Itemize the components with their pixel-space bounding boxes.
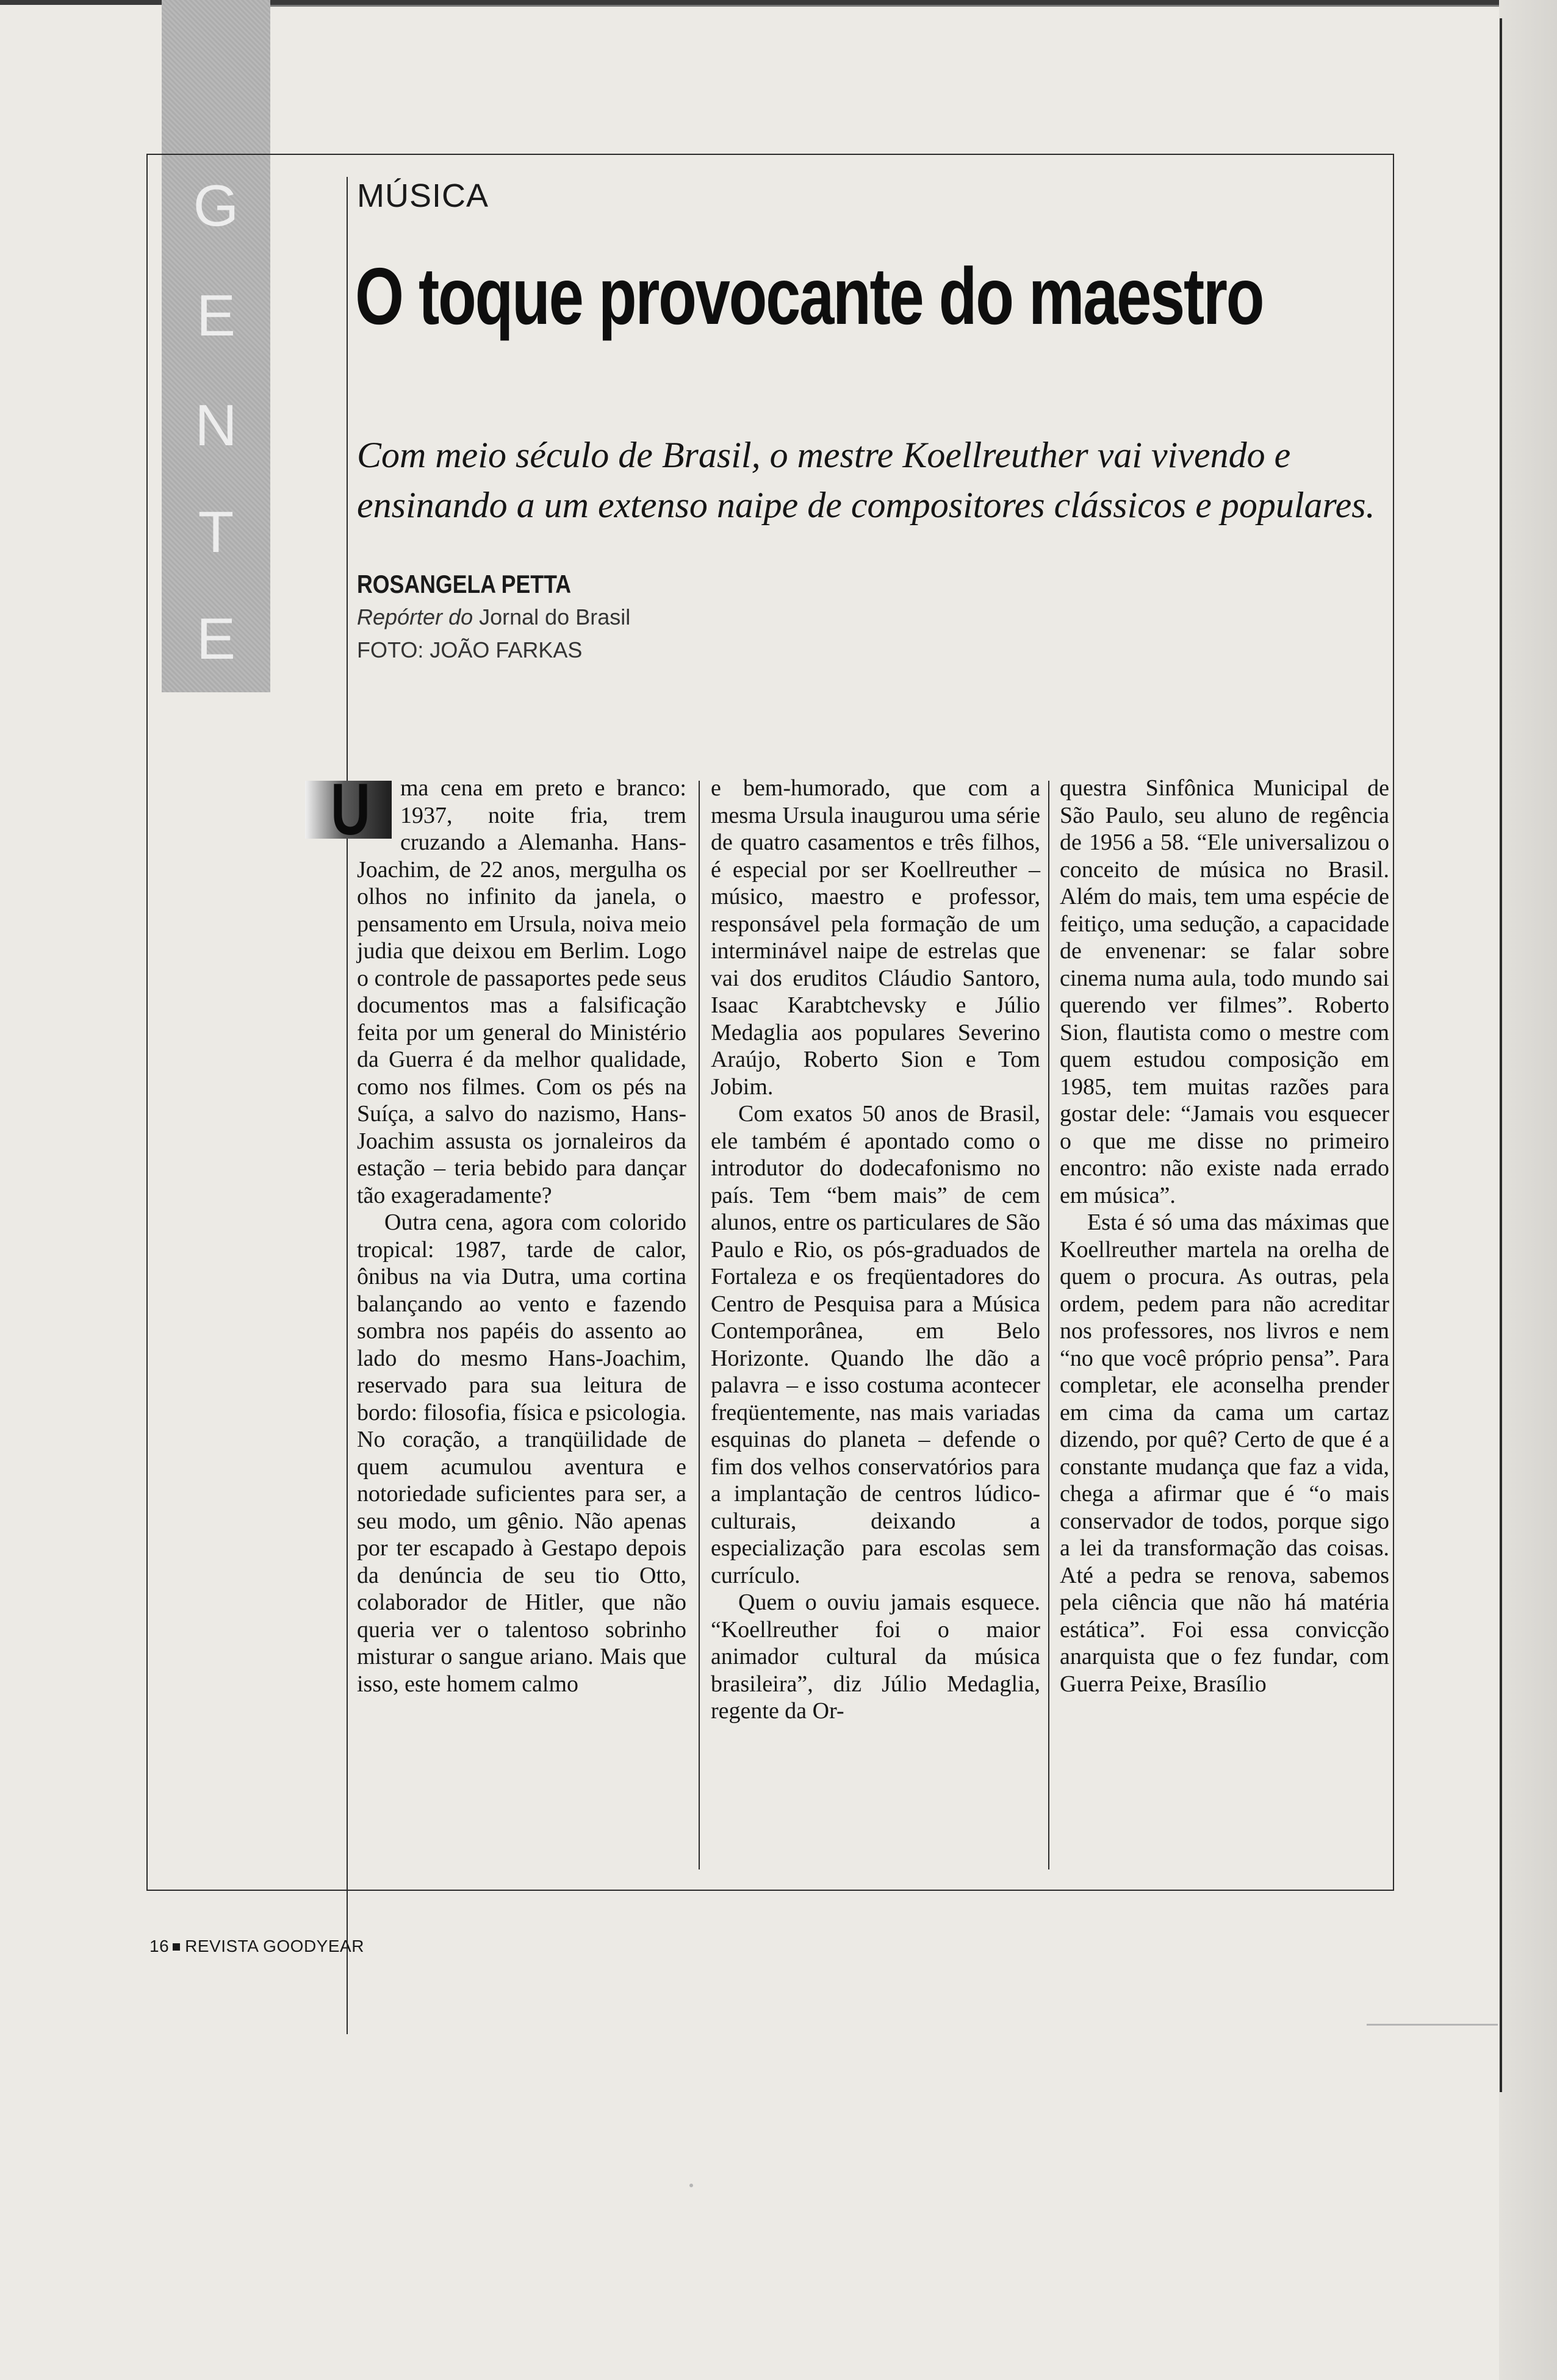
byline (357, 568, 630, 666)
drop-cap (305, 769, 392, 854)
article-paragraph: Com exatos 50 anos de Brasil, ele também é apontado como o introdutor do dodecafonismo no país. Tem “bem mais” de cem alunos, entre os particulares de São Paulo e Rio, os pós-graduados de Fortaleza e os freqüentadores do Centro de Pesquisa para a Música Contemporânea, em Belo Horizonte. Quando lhe dão a palavra – e isso costuma acontecer freqüentemente, nas mais variadas esquinas do planeta – defende o fim dos velhos conservatórios para a implantação de centros lúdico-culturais, deixando a especialização para escolas sem currículo. (711, 1101, 1040, 1588)
side-tab-letter: G (193, 173, 239, 238)
byline-role-italic: Repórter do (357, 604, 473, 629)
page-number: 16 (149, 1937, 170, 1955)
paper-scuff (1367, 2024, 1498, 2026)
deck: Com meio século de Brasil, o mestre Koellreuther vai vivendo e ensinando a um extenso naipe de compositores clássicos e populares. (357, 435, 1375, 525)
headline: O toque provocante do maestro (355, 251, 1264, 341)
drop-cap-letter: U (331, 769, 371, 850)
article-paragraph: Quem o ouviu jamais esquece. “Koellreuther foi o maior animador cultural da música brasileira”, diz Júlio Medaglia, regente da Or- (711, 1590, 1040, 1724)
article-paragraph: Outra cena, agora com colorido tropical: 1987, tarde de calor, ônibus na via Dutra, uma cortina balançando ao vento e fazendo sombra nos papéis do assento ao lado do mesmo Hans-Joachim, reservado para sua leitura de bordo: filosofia, física e psicologia. No coração, a tranqüilidade de quem acumulou aventura e notoriedade suficientes para ser, a seu modo, um gênio. Não apenas por ter escapado à Gestapo depois da denúncia de seu tio Otto, colaborador de Hitler, que não queria ver o talentoso sobrinho misturar o sangue ariano. Mais que isso, este homem calmo (357, 1210, 686, 1697)
byline-role-rest: Jornal do Brasil (473, 604, 631, 629)
article-paragraph: Esta é só uma das máximas que Koellreuther martela na orelha de quem o procura. As outras, pela ordem, pedem para não acreditar nos professores, nos livros e nem “no que você próprio pensa”. Para completar, ele aconselha prender em cima da cama um cartaz dizendo, por quê? Certo de que é a constante mudança que faz a vida, chega a afirmar que é “o mais conservador de todos, porque sigo a lei da transformação das coisas. Até a pedra se renova, sabemos pela ciência que não há matéria estática”. Foi essa convicção anarquista que o fez fundar, com Guerra Peixe, Brasílio (1060, 1210, 1389, 1697)
publication-name: REVISTA GOODYEAR (185, 1937, 364, 1955)
side-tab-letter: N (195, 393, 237, 458)
side-tab-letter: E (196, 606, 236, 672)
column-rule (699, 781, 700, 1869)
section-label: MÚSICA (357, 177, 489, 214)
side-tab-letter: E (196, 283, 236, 348)
article-column-1 (331, 769, 686, 1697)
paper-speck (689, 2184, 693, 2187)
article-paragraph: e bem-humorado, que com a mesma Ursula inaugurou uma série de quatro casamentos e três filhos, é especial por ser Koellreuther – músico, maestro e professor, responsável pela formação de um interminável naipe de estrelas que vai dos eruditos Cláudio Santoro, Isaac Karabtchevsky e Júlio Medaglia aos populares Severino Araújo, Roberto Sion e Tom Jobim. (711, 775, 1040, 1100)
header-rule (347, 177, 348, 2034)
side-tab-letter: T (198, 500, 234, 565)
page-footer (149, 1937, 364, 1956)
page-top-shadow (165, 5, 1501, 7)
article-column-3 (1060, 775, 1389, 1697)
byline-author: ROSANGELA PETTA (357, 570, 572, 598)
page-binding-line (1500, 18, 1502, 2092)
footer-square-icon (173, 1943, 180, 1951)
byline-role (357, 604, 630, 629)
article-paragraph (331, 769, 686, 1209)
article-paragraph-text: ma cena em preto e branco: 1937, noite fria, trem cruzando a Alemanha. Hans-Joachim, de 22 anos, mergulha os olhos no infinito da janela, o pensamento em Ursula, noiva meio judia que deixou em Berlim. Logo o controle de passaportes pede seus documentos mas a falsificação feita por um general do Ministério da Guerra é da melhor qualidade, como nos filmes. Com os pés na Suíça, a salvo do nazismo, Hans-Joachim assusta os jornaleiros da estação – teria bebido para dançar tão exageradamente? (357, 775, 686, 1208)
column-rule (1048, 781, 1049, 1869)
page-binding-edge (1499, 0, 1557, 2380)
article-column-2 (711, 775, 1040, 1725)
article-paragraph: questra Sinfônica Municipal de São Paulo, seu aluno de regência de 1956 a 58. “Ele universalizou o conceito de música no Brasil. Além do mais, tem uma espécie de feitiço, uma sedução, a capacidade de envenenar: se falar sobre cinema numa aula, todo mundo sai querendo ver filmes”. Roberto Sion, flautista como o mestre com quem estudou composição em 1985, tem muitas razões para gostar dele: “Jamais vou esquecer o que me disse no primeiro encontro: não existe nada errado em música”. (1060, 775, 1389, 1208)
byline-photo-credit: FOTO: JOÃO FARKAS (357, 637, 583, 662)
